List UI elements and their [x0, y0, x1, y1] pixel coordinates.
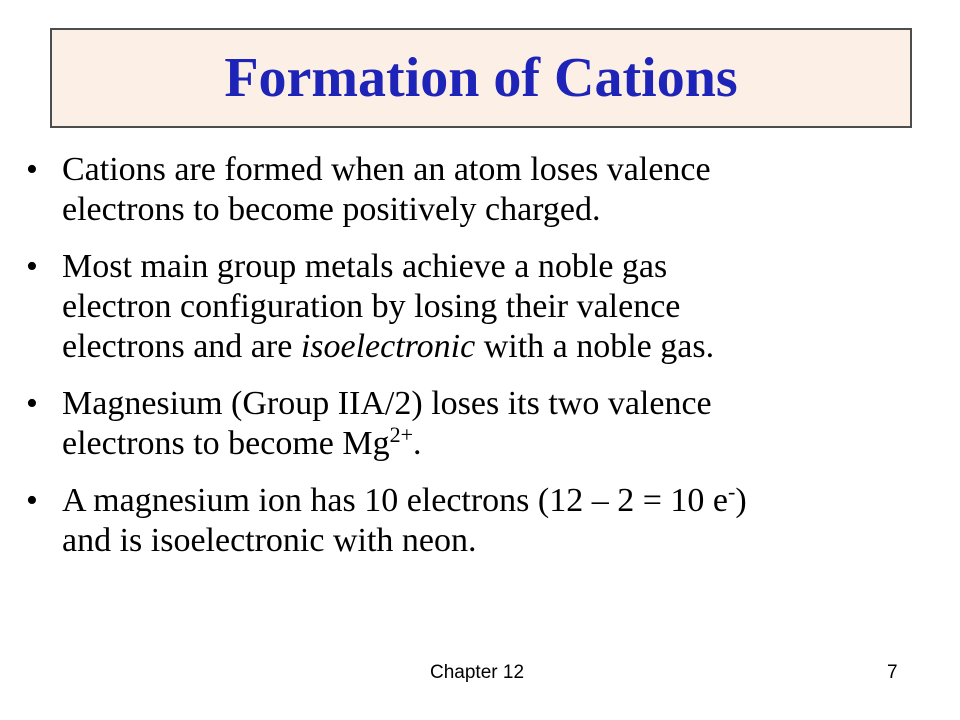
bullet-2-line-2: electron configuration by losing their valence — [62, 288, 681, 325]
bullet-item-2 — [0, 247, 960, 367]
slide-title: Formation of Cations — [224, 47, 738, 109]
bullet-3-line-1: Magnesium (Group IIA/2) loses its two valence — [62, 385, 712, 422]
electron-superscript: - — [728, 479, 736, 504]
bullet-4-line-1 — [62, 481, 960, 521]
bullet-item-1 — [0, 150, 960, 230]
bullet-4-line-2: and is isoelectronic with neon. — [62, 522, 477, 559]
bullet-icon: • — [26, 248, 38, 285]
charge-superscript: 2+ — [389, 422, 414, 447]
isoelectronic-term: isoelectronic — [300, 328, 476, 365]
bullet-2-line-3 — [62, 327, 960, 367]
text-segment: with a noble gas. — [475, 328, 715, 365]
bullet-list — [0, 150, 960, 578]
bullet-icon: • — [26, 151, 38, 188]
footer-chapter: Chapter 12 — [430, 662, 525, 683]
text-segment: electrons to become Mg — [62, 425, 390, 462]
bullet-3-line-2 — [62, 424, 960, 464]
bullet-2-line-1: Most main group metals achieve a noble gas — [62, 248, 668, 285]
title-box — [50, 28, 912, 128]
bullet-icon: • — [26, 482, 38, 519]
text-segment: electrons and are — [62, 328, 301, 365]
bullet-item-3 — [0, 384, 960, 464]
text-segment: ) — [735, 482, 747, 519]
bullet-icon: • — [26, 385, 38, 422]
text-segment: . — [413, 425, 422, 462]
bullet-1-line-2: electrons to become positively charged. — [62, 191, 601, 228]
page-number: 7 — [887, 662, 898, 683]
text-segment: A magnesium ion has 10 electrons (12 – 2 = 10 e — [62, 482, 729, 519]
bullet-item-4 — [0, 481, 960, 561]
bullet-1-line-1: Cations are formed when an atom loses valence — [62, 151, 711, 188]
